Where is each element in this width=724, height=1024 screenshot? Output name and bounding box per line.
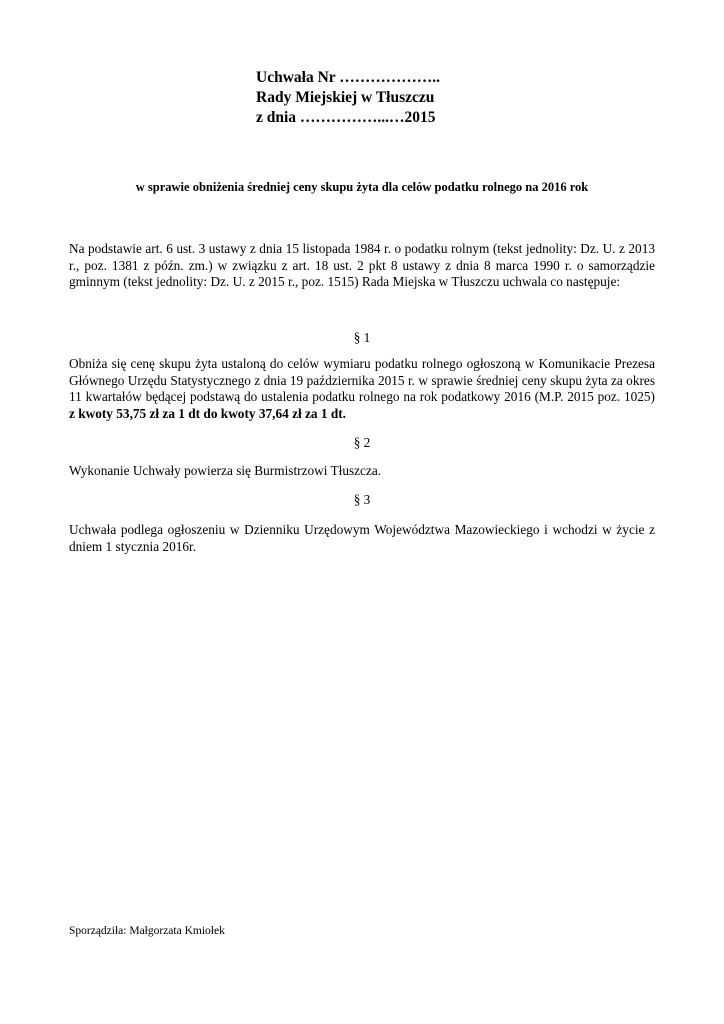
section-1-mark: § 1	[353, 330, 371, 345]
section-2-mark: § 2	[353, 435, 371, 450]
prepared-by-footer: Sporządziła: Małgorzata Kmiołek	[69, 925, 225, 937]
section-1-text: Obniża się cenę skupu żyta ustaloną do celów wymiaru podatku rolnego ogłoszoną w Komunikacie Prezesa Głównego Urzędu Statystycznego z dnia 19 października 2015 r. w sprawie średniej ceny skupu żyta za okres 11 kwartałów będącej podstawą do ustalenia podatku rolnego na rok podatkowy 2016 (M.P. 2015 poz. 1025)	[69, 356, 655, 404]
legal-basis-paragraph: Na podstawie art. 6 ust. 3 ustawy z dnia 15 listopada 1984 r. o podatku rolnym (tekst jednolity: Dz. U. z 2013 r., poz. 1381 z późn. zm.) w związku z art. 18 ust. 2 pkt 8 ustawy z dnia 8 marca 1990 r. o samorządzie gminnym (tekst jednolity: Dz. U. z 2015 r., poz. 1515) Rada Miejska w Tłuszczu uchwala co następuje:	[69, 241, 655, 289]
section-2-paragraph: Wykonanie Uchwały powierza się Burmistrzowi Tłuszcza.	[69, 463, 382, 478]
title-line-date: z dnia ……………...…2015	[256, 109, 436, 126]
section-1-amount-text: z kwoty 53,75 zł za 1 dt do kwoty 37,64 zł za 1 dt.	[69, 405, 347, 421]
section-3-paragraph: Uchwała podlega ogłoszeniu w Dzienniku Urzędowym Województwa Mazowieckiego i wchodzi w życie z dniem 1 stycznia 2016r.	[69, 522, 655, 554]
resolution-subject: w sprawie obniżenia średniej ceny skupu żyta dla celów podatku rolnego na 2016 rok	[135, 180, 589, 194]
title-line-number: Uchwała Nr ………………..	[256, 69, 440, 86]
section-3-mark: § 3	[353, 492, 371, 507]
resolution-title	[256, 68, 516, 128]
title-line-council: Rady Miejskiej w Tłuszczu	[256, 89, 435, 106]
section-1-paragraph	[69, 356, 655, 422]
